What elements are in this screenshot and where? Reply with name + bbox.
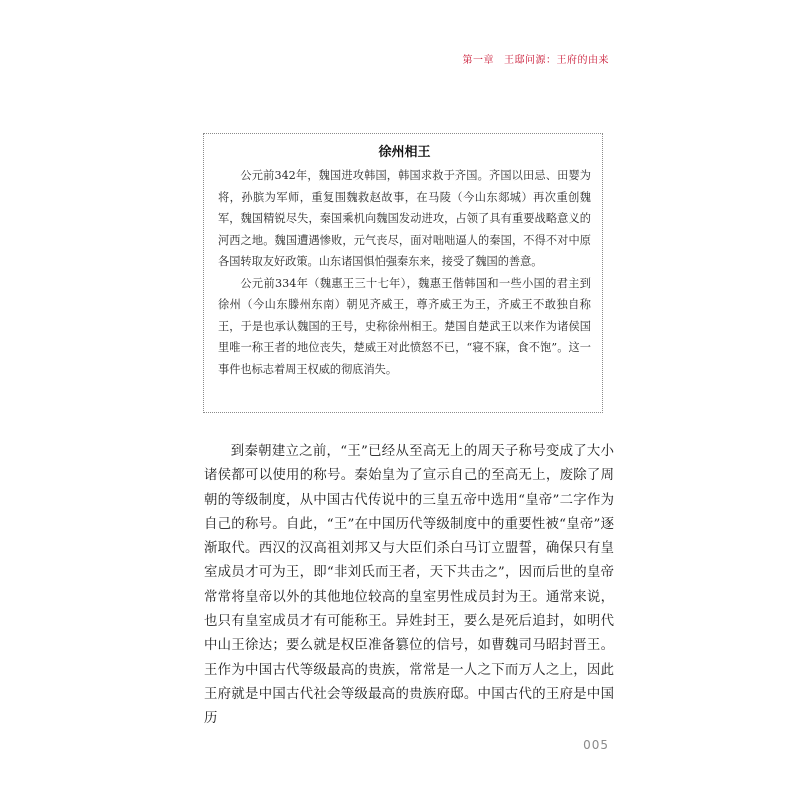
body-paragraph: 到秦朝建立之前，“王”已经从至高无上的周天子称号变成了大小诸侯都可以使用的称号。秦始皇为了宣示自己的至高无上，废除了周朝的等级制度，从中国古代传说中的三皇五帝中选用“皇帝”二字作为自己的称号。自此，“王”在中国历代等级制度中的重要性被“皇帝”逐渐取代。西汉的汉高祖刘邦又与大臣们杀白马订立盟誓，确保只有皇室成员才可为王，即“非刘氏而王者，天下共击之”，因而后世的皇帝常常将皇帝以外的其他地位较高的皇室男性成员封为王。通常来说，也只有皇室成员才有可能称王。异姓封王，要么是死后追封，如明代中山王徐达；要么就是权臣准备篡位的信号，如曹魏司马昭封晋王。王作为中国古代等级最高的贵族，常常是一人之下而万人之上，因此王府就是中国古代社会等级最高的贵族府邸。中国古代的王府是中国历: [204, 444, 614, 727]
section-title: 王邸问源：王府的由来: [504, 55, 609, 66]
sidebar-box: [203, 133, 603, 413]
sidebar-box-paragraph-2: 公元前334年（魏惠王三十七年），魏惠王偕韩国和一些小国的君主到徐州（今山东滕州东南）朝见齐威王，尊齐威王为王，齐威王不敢独自称王，于是也承认魏国的王号，史称徐州相王。楚国自楚武王以来作为诸侯国里唯一称王者的地位丧失，楚威王对此愤怒不已，“寝不寐，食不饱”。这一事件也标志着周王权威的彻底消失。: [218, 276, 591, 376]
page-number: 005: [583, 738, 609, 752]
running-head: [463, 51, 610, 66]
chapter-label: 第一章: [462, 55, 494, 66]
sidebar-box-title: 徐州相王: [378, 145, 431, 160]
sidebar-box-paragraph-1: 公元前342年，魏国进攻韩国，韩国求救于齐国。齐国以田忌、田婴为将，孙膑为军师，重复围魏救赵故事，在马陵（今山东郯城）再次重创魏军，魏国精锐尽失，秦国乘机向魏国发动进攻，占领了具有重要战略意义的河西之地。魏国遭遇惨败，元气丧尽，面对咄咄逼人的秦国，不得不对中原各国转取友好政策。山东诸国惧怕强秦东来，接受了魏国的善意。: [218, 169, 591, 268]
